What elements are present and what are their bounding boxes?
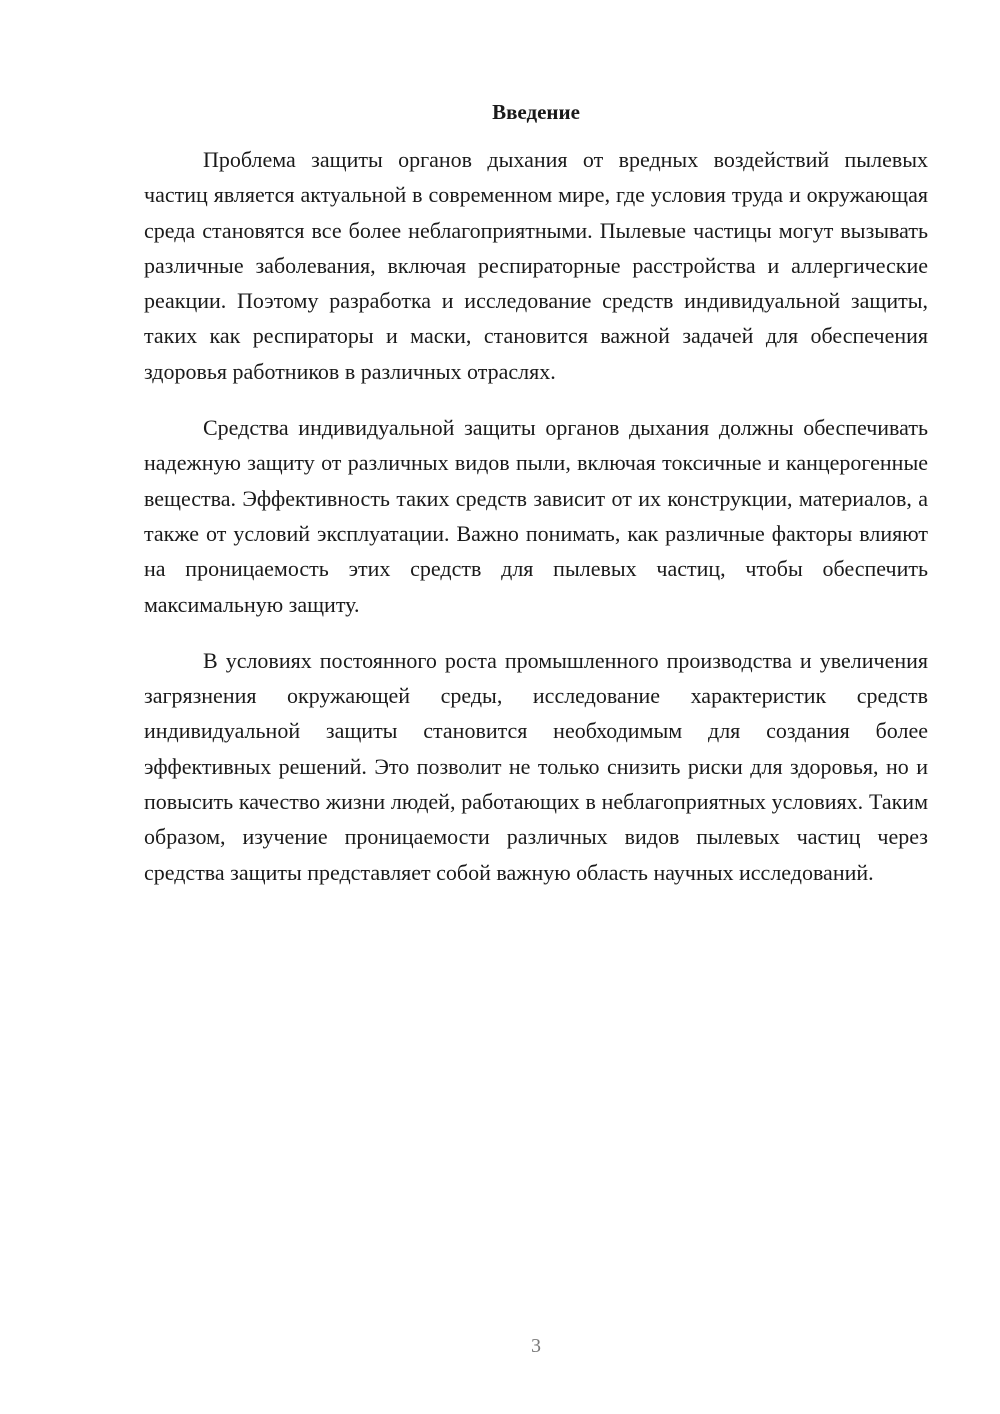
paragraph-2: Средства индивидуальной защиты органов дыхания должны обеспечивать надежную защиту от различных видов пыли, включая токсичные и канцерогенные вещества. Эффективность таких средств зависит от их конструкции, материалов, а также от условий эксплуатации. Важно понимать, как различные факторы влияют на проницаемость этих средств для пылевых частиц, чтобы обеспечить максимальную защиту. [144, 415, 928, 617]
page-title: Введение [492, 100, 580, 124]
paragraph-3: В условиях постоянного роста промышленного производства и увеличения загрязнения окружающей среды, исследование характеристик средств индивидуальной защиты становится необходимым для создания более эффективных решений. Это позволит не только снизить риски для здоровья, но и повысить качество жизни людей, работающих в неблагоприятных условиях. Таким образом, изучение проницаемости различных видов пылевых частиц через средства защиты представляет собой важную область научных исследований. [144, 647, 928, 885]
document-body [144, 142, 928, 911]
page-number: 3 [531, 1335, 541, 1357]
paragraph-1: Проблема защиты органов дыхания от вредных воздействий пылевых частиц является актуальной в современном мире, где условия труда и окружающая среда становятся все более неблагоприятными. Пылевые частицы могут вызывать различные заболевания, включая респираторные расстройства и аллергические реакции. Поэтому разработка и исследование средств индивидуальной защиты, таких как респираторы и маски, становится важной задачей для обеспечения здоровья работников в различных отраслях. [144, 147, 928, 384]
